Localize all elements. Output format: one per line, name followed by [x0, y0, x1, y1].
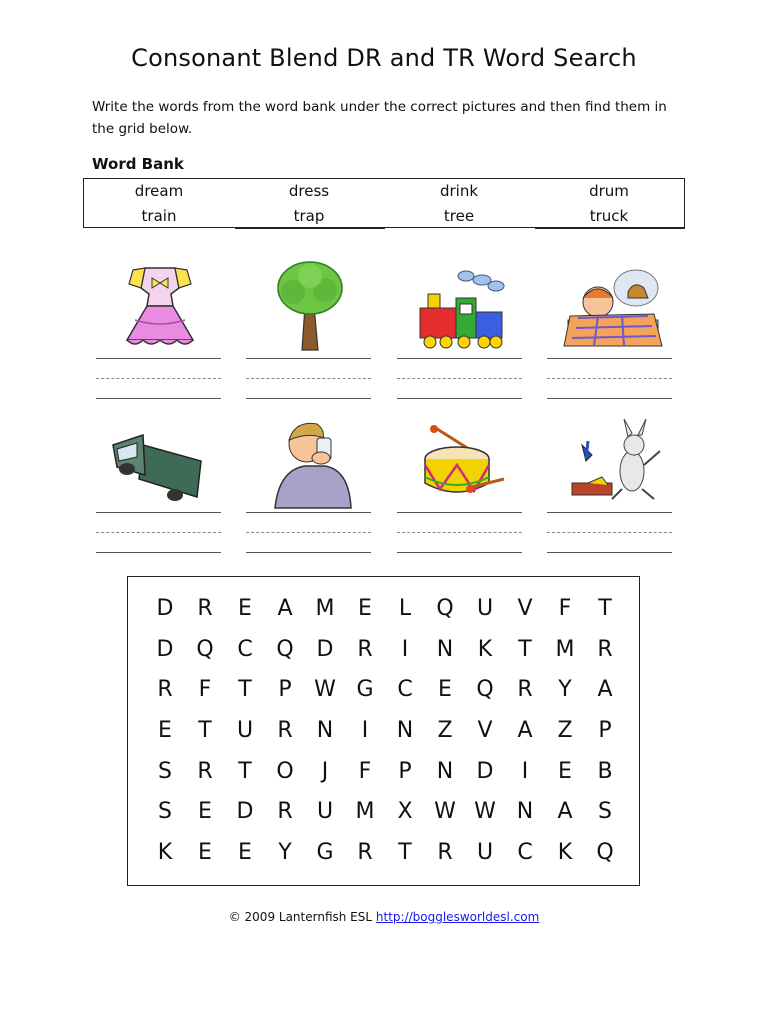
grid-letter[interactable]: A — [597, 677, 613, 703]
grid-letter[interactable]: C — [237, 636, 253, 662]
word-bank-word: drum — [589, 182, 629, 200]
grid-letter[interactable]: W — [474, 799, 496, 825]
word-bank-word: dress — [288, 182, 330, 200]
grid-letter[interactable]: D — [156, 636, 174, 662]
grid-letter[interactable]: K — [157, 840, 173, 866]
word-bank-word: dream — [134, 182, 184, 200]
word-bank-table — [83, 178, 685, 228]
grid-letter[interactable]: Q — [196, 636, 214, 662]
drink-icon — [255, 412, 365, 512]
word-bank-word: train — [141, 207, 177, 225]
grid-letter[interactable]: G — [356, 677, 374, 703]
grid-letter[interactable]: N — [516, 799, 534, 825]
grid-letter[interactable]: S — [158, 799, 172, 825]
drum-icon — [412, 425, 522, 525]
grid-letter[interactable]: Q — [476, 677, 494, 703]
grid-letter[interactable]: B — [597, 758, 613, 784]
grid-letter[interactable]: E — [198, 799, 212, 825]
grid-letter[interactable]: A — [277, 596, 293, 621]
grid-letter[interactable]: P — [278, 677, 292, 703]
grid-letter[interactable]: T — [198, 718, 212, 744]
grid-letter[interactable]: M — [355, 799, 375, 825]
grid-letter[interactable]: N — [396, 718, 414, 744]
grid-letter[interactable]: Q — [436, 596, 454, 621]
grid-letter[interactable]: R — [157, 677, 173, 703]
word-bank-word: truck — [589, 207, 629, 225]
grid-letter[interactable]: C — [517, 840, 533, 866]
grid-letter[interactable]: J — [321, 758, 329, 784]
answer-lines[interactable] — [547, 512, 672, 556]
dream-icon — [558, 258, 668, 358]
grid-letter[interactable]: I — [521, 758, 529, 784]
grid-letter[interactable]: N — [316, 718, 334, 744]
grid-letter[interactable]: U — [316, 799, 334, 825]
grid-letter[interactable]: F — [358, 758, 372, 784]
footer — [0, 910, 768, 924]
grid-letter[interactable]: R — [597, 636, 613, 662]
grid-letter[interactable]: E — [158, 718, 172, 744]
word-bank-word: tree — [443, 207, 475, 225]
grid-letter[interactable]: A — [517, 718, 533, 744]
grid-letter[interactable]: E — [558, 758, 572, 784]
answer-lines[interactable] — [96, 512, 221, 556]
instructions: Write the words from the word bank under the correct pictures and then find them in the grid below. — [92, 99, 667, 137]
word-bank-word: drink — [439, 182, 479, 200]
grid-letter[interactable]: Z — [437, 718, 453, 744]
grid-letter[interactable]: R — [197, 758, 213, 784]
word-search-grid — [145, 593, 625, 878]
grid-letter[interactable]: K — [557, 840, 573, 866]
grid-letter[interactable]: F — [198, 677, 212, 703]
grid-letter[interactable]: E — [198, 840, 212, 866]
grid-letter[interactable]: D — [316, 636, 334, 662]
grid-letter[interactable]: T — [398, 840, 412, 866]
grid-letter[interactable]: E — [238, 596, 252, 621]
answer-lines[interactable] — [96, 358, 221, 402]
footer-link[interactable]: http://bogglesworldesl.com — [375, 910, 540, 924]
grid-letter[interactable]: G — [316, 840, 334, 866]
grid-letter[interactable]: R — [277, 718, 293, 744]
grid-letter[interactable]: T — [598, 596, 612, 621]
grid-letter[interactable]: W — [314, 677, 336, 703]
grid-letter[interactable]: U — [476, 840, 494, 866]
grid-letter[interactable]: F — [558, 596, 572, 621]
grid-letter[interactable]: E — [438, 677, 452, 703]
answer-lines[interactable] — [246, 358, 371, 402]
grid-letter[interactable]: V — [477, 718, 493, 744]
grid-letter[interactable]: O — [276, 758, 294, 784]
page-title: Consonant Blend DR and TR Word Search — [131, 44, 637, 72]
grid-letter[interactable]: R — [437, 840, 453, 866]
answer-lines[interactable] — [397, 512, 522, 556]
grid-letter[interactable]: E — [238, 840, 252, 866]
word-bank-heading: Word Bank — [92, 155, 184, 173]
grid-letter[interactable]: R — [357, 840, 373, 866]
grid-letter[interactable]: D — [156, 596, 174, 621]
grid-letter[interactable]: N — [436, 758, 454, 784]
train-icon — [408, 268, 518, 368]
grid-letter[interactable]: V — [517, 596, 533, 621]
grid-letter[interactable]: Q — [276, 636, 294, 662]
grid-letter[interactable]: S — [158, 758, 172, 784]
grid-letter[interactable]: Z — [557, 718, 573, 744]
word-bank-underline — [535, 227, 685, 229]
grid-letter[interactable]: I — [361, 718, 369, 744]
grid-letter[interactable]: L — [398, 596, 412, 621]
tree-icon — [255, 258, 365, 358]
grid-letter[interactable]: X — [397, 799, 413, 825]
grid-letter[interactable]: T — [518, 636, 532, 662]
grid-letter[interactable]: N — [436, 636, 454, 662]
grid-letter[interactable]: P — [398, 758, 412, 784]
grid-letter[interactable]: T — [238, 758, 252, 784]
grid-letter[interactable]: A — [557, 799, 573, 825]
grid-letter[interactable]: I — [401, 636, 409, 662]
grid-letter[interactable]: D — [476, 758, 494, 784]
grid-letter[interactable]: R — [197, 596, 213, 621]
grid-letter[interactable]: R — [357, 636, 373, 662]
dress-icon — [105, 258, 215, 358]
grid-letter[interactable]: T — [238, 677, 252, 703]
grid-letter[interactable]: R — [277, 799, 293, 825]
copyright-text: © 2009 Lanternfish ESL — [228, 910, 373, 924]
grid-letter[interactable]: P — [598, 718, 612, 744]
grid-letter[interactable]: M — [315, 596, 335, 621]
grid-letter[interactable]: Y — [558, 677, 572, 703]
grid-letter[interactable]: C — [397, 677, 413, 703]
grid-letter[interactable]: U — [236, 718, 254, 744]
grid-letter[interactable]: Q — [596, 840, 614, 866]
grid-letter[interactable]: M — [555, 636, 575, 662]
grid-letter[interactable]: S — [598, 799, 612, 825]
grid-letter[interactable]: K — [477, 636, 493, 662]
grid-letter[interactable]: W — [434, 799, 456, 825]
grid-letter[interactable]: E — [358, 596, 372, 621]
answer-lines[interactable] — [246, 512, 371, 556]
grid-letter[interactable]: U — [476, 596, 494, 621]
trap-icon — [562, 415, 672, 515]
word-bank-underline — [235, 227, 385, 229]
grid-letter[interactable]: R — [517, 677, 533, 703]
grid-letter[interactable]: D — [236, 799, 254, 825]
truck-icon — [105, 415, 215, 515]
grid-letter[interactable]: Y — [278, 840, 292, 866]
answer-lines[interactable] — [547, 358, 672, 402]
answer-lines[interactable] — [397, 358, 522, 402]
word-bank-word: trap — [293, 207, 325, 225]
